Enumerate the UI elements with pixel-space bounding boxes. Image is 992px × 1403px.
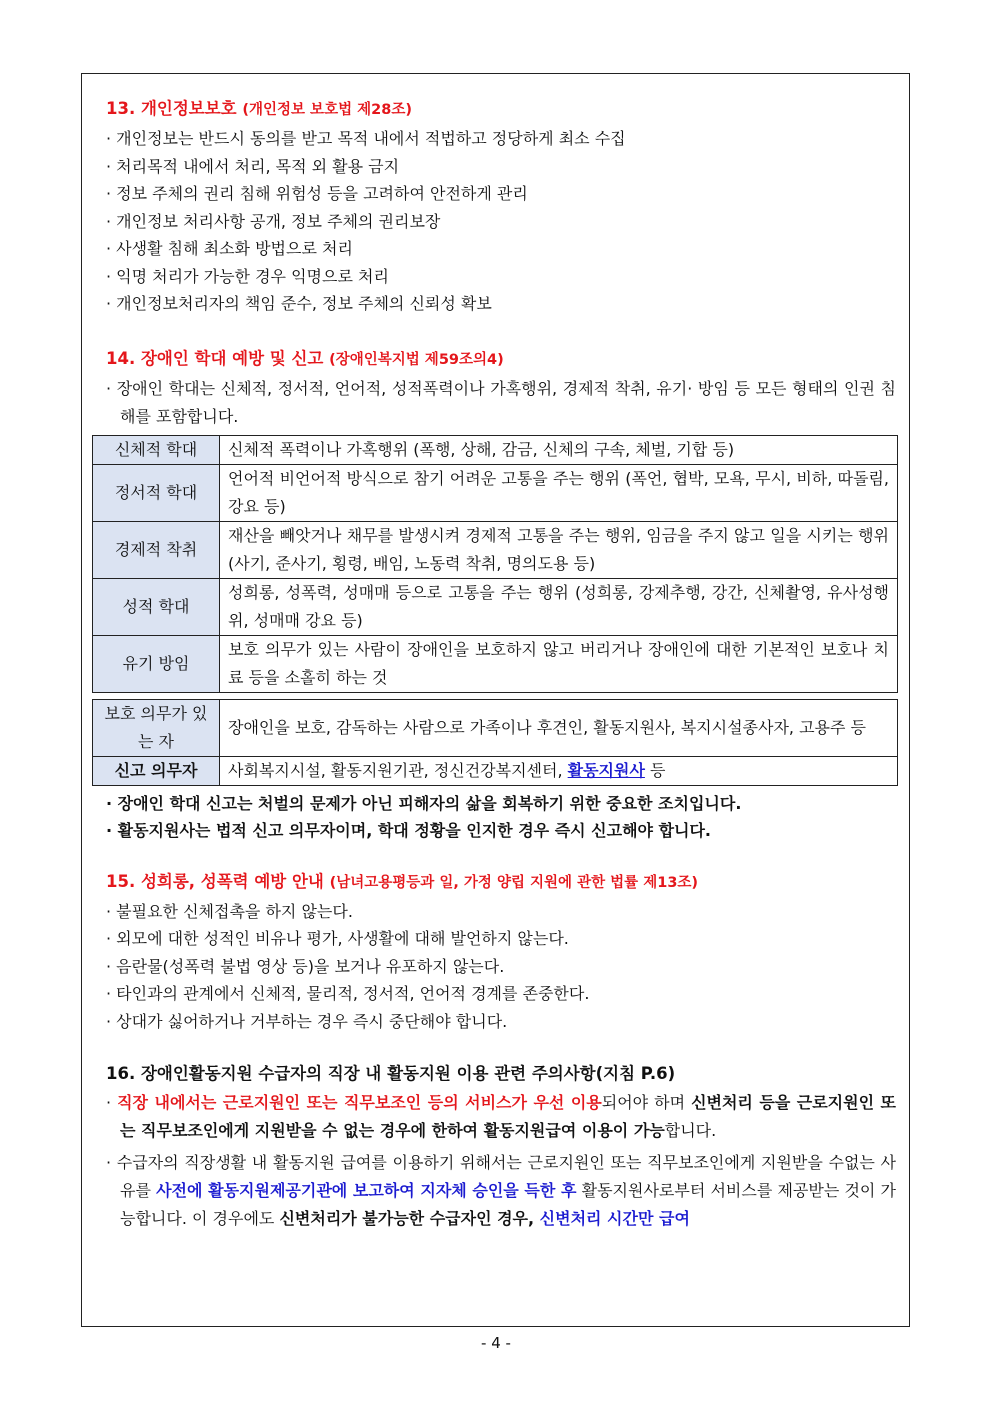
table-cell: 언어적 비언어적 방식으로 참기 어려운 고통을 주는 행위 (폭언, 협박, 모욕, 무시, 비하, 따돌림, 강요 등) [220, 464, 898, 521]
section-14-heading: 14. 장애인 학대 예방 및 신고 [106, 348, 324, 368]
list-item: · 상대가 싫어하거나 거부하는 경우 즉시 중단해야 합니다. [106, 1011, 508, 1031]
report-desc-highlight: 활동지원사 [567, 760, 645, 780]
duty-head-cell: 보호 의무가 있는 자 [93, 699, 220, 756]
list-item: · 익명 처리가 가능한 경우 익명으로 처리 [106, 266, 389, 286]
duty-desc-cell: 장애인을 보호, 감독하는 사람으로 가족이나 후견인, 활동지원사, 복지시설종사자, 고용주 등 [220, 699, 898, 756]
emphasis-red: 직장 내에서는 근로지원인 또는 직무보조인 등의 서비스가 우선 이용 [117, 1093, 602, 1112]
table-head-cell: 정서적 학대 [93, 464, 220, 521]
section-13-title [106, 98, 896, 121]
table-head-cell: 유기 방임 [93, 635, 220, 692]
paragraph-text: 활동지원사로부터 서비스를 제공받는 것이 가능합니다. 이 경우에도 [120, 1181, 896, 1228]
section-15-heading: 15. 성희롱, 성폭력 예방 안내 [106, 871, 324, 891]
list-item: · 개인정보 처리사항 공개, 정보 주체의 권리보장 [106, 211, 441, 231]
report-head-cell: 신고 의무자 [93, 756, 220, 785]
emphasis-blue: 신변처리 시간만 급여 [539, 1209, 690, 1228]
list-item: · 외모에 대한 성적인 비유나 평가, 사생활에 대해 발언하지 않는다. [106, 929, 569, 948]
table-head-cell: 신체적 학대 [93, 435, 220, 464]
section-13-law: (개인정보 보호법 제28조) [242, 102, 412, 118]
section-14-note-1: · 장애인 학대 신고는 처벌의 문제가 아닌 피해자의 삶을 회복하기 위한 중요한 조치입니다. [106, 793, 742, 813]
list-item: · 개인정보는 반드시 동의를 받고 목적 내에서 적법하고 정당하게 최소 수집 [106, 129, 626, 148]
page-number: - 4 - [481, 1334, 511, 1352]
report-desc-suffix: 등 [644, 760, 666, 780]
section-14-intro: · 장애인 학대는 신체적, 정서적, 언어적, 성적폭력이나 가혹행위, 경제적 착취, 유기· 방임 등 모든 형태의 인권 침해를 포함합니다. [106, 378, 896, 426]
table-cell: 성희롱, 성폭력, 성매매 등으로 고통을 주는 행위 (성희롱, 강제추행, 강간, 신체촬영, 유사성행위, 성매매 강요 등) [220, 578, 898, 635]
emphasis-blue: 사전에 활동지원제공기관에 보고하여 지자체 승인을 득한 후 [156, 1181, 577, 1200]
list-item: · 불필요한 신체접촉을 하지 않는다. [106, 901, 353, 921]
section-14-title [106, 348, 896, 371]
table-row [93, 635, 898, 692]
table-row [93, 756, 898, 785]
bullet-marker: · [106, 1093, 118, 1112]
table-row [93, 699, 898, 756]
table-row [93, 435, 898, 464]
list-item: · 음란물(성폭력 불법 영상 등)을 보거나 유포하지 않는다. [106, 956, 505, 976]
list-item: · 처리목적 내에서 처리, 목적 외 활용 금지 [106, 156, 400, 176]
list-item: · 개인정보처리자의 책임 준수, 정보 주체의 신뢰성 확보 [106, 294, 492, 313]
emphasis-bold: 신변처리가 불가능한 수급자인 경우, [279, 1209, 540, 1228]
list-item: · 사생활 침해 최소화 방법으로 처리 [106, 239, 353, 258]
table-head-cell: 성적 학대 [93, 578, 220, 635]
table-row [93, 578, 898, 635]
section-16-paragraph-1 [106, 1089, 896, 1145]
table-head-cell: 경제적 착취 [93, 521, 220, 578]
section-13-heading: 13. 개인정보보호 [106, 99, 237, 118]
abuse-types-table [92, 435, 898, 693]
duty-table [92, 699, 898, 786]
page-frame [81, 73, 910, 1327]
table-cell: 신체적 폭력이나 가혹행위 (폭행, 상해, 감금, 신체의 구속, 체벌, 기합 등) [220, 435, 898, 464]
paragraph-text: 합니다. [664, 1121, 717, 1140]
emphasis-bold: 신변처리 등을 근로지원인 또는 직무보조인에게 지원받을 수 없는 경우에 한하여 활동지원급여 이용이 가능 [120, 1093, 896, 1140]
table-row [93, 464, 898, 521]
list-item: · 정보 주체의 권리 침해 위험성 등을 고려하여 안전하게 관리 [106, 184, 528, 203]
section-16-paragraph-2 [106, 1149, 896, 1233]
table-cell: 재산을 빼앗거나 채무를 발생시켜 경제적 고통을 주는 행위, 임금을 주지 않고 일을 시키는 행위(사기, 준사기, 횡령, 배임, 노동력 착취, 명의도용 등) [220, 521, 898, 578]
table-cell: 보호 의무가 있는 사람이 장애인을 보호하지 않고 버리거나 장애인에 대한 기본적인 보호나 치료 등을 소홀히 하는 것 [220, 635, 898, 692]
table-row [93, 521, 898, 578]
section-14-law: (장애인복지법 제59조의4) [329, 351, 504, 368]
section-15-law: (남녀고용평등과 일, 가정 양립 지원에 관한 법률 제13조) [329, 874, 699, 891]
paragraph-text: · 수급자의 직장생활 내 활동지원 급여를 이용하기 위해서는 근로지원인 또는 직무보조인에게 지원받을 수없는 사유를 [106, 1153, 896, 1200]
report-desc-cell [220, 756, 898, 785]
page-content [106, 98, 896, 1233]
list-item: · 타인과의 관계에서 신체적, 물리적, 정서적, 언어적 경계를 존중한다. [106, 984, 590, 1003]
report-desc-text: 사회복지시설, 활동지원기관, 정신건강복지센터, [228, 760, 568, 780]
paragraph-text: 되어야 하며 [601, 1093, 692, 1112]
section-14-note-2: · 활동지원사는 법적 신고 의무자이며, 학대 정황을 인지한 경우 즉시 신고해야 합니다. [106, 821, 712, 840]
section-15-title [106, 871, 896, 894]
section-16-title: 16. 장애인활동지원 수급자의 직장 내 활동지원 이용 관련 주의사항(지침 P.6) [106, 1064, 676, 1083]
